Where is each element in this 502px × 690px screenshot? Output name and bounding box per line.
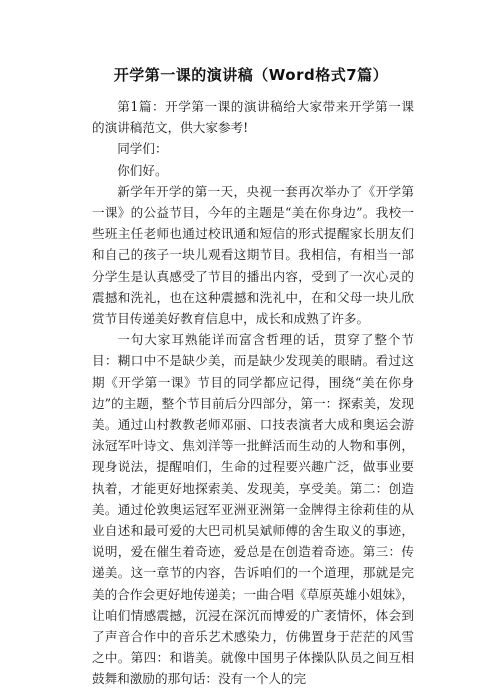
document-title: 开学第一课的演讲稿（Word格式7篇） — [113, 66, 389, 84]
paragraph-salutation: 同学们： — [117, 141, 168, 157]
document-body — [92, 96, 414, 690]
paragraph-body-1: 新学年开学的第一天，央视一套再次举办了《开学第一课》的公益节目，今年的主题是“美在你身边”。我校一些班主任老师也通过校讯通和短信的形式提醒家长朋友们和自己的孩子一块儿观看这期节目。我相信，有相当一部分学生是认真感受了节目的播出内容，受到了一次心灵的震撼和洗礼，也在这种震撼和洗礼中，在和父母一块儿欣赏节目传递美好教育信息中，成长和成熟了许多。 — [92, 183, 414, 327]
paragraph-intro: 第1篇：开学第一课的演讲稿给大家带来开学第一课的演讲稿范文，供大家参考! — [92, 99, 414, 136]
paragraph-greeting: 你们好。 — [117, 162, 168, 178]
paragraph-body-2: 一句大家耳熟能详而富含哲理的话，贯穿了整个节目：糊口中不是缺少美，而是缺少发现美的眼睛。看过这期《开学第一课》节目的同学都应记得，围绕“美在你身边”的主题，整个节目前后分四部分，第一：探索美，发现美。通过山村教教老师邓丽、口技表演者大成和奥运会游泳冠军叶诗文、焦刘洋等一批鲜活而生动的人物和事例，现身说法，提醒咱们，生命的过程要兴趣广泛，做事业要执着，才能更好地探索美、发现美，享受美。第二：创造美。通过伦敦奥运冠军亚洲亚洲第一金牌得主徐莉佳的从业自述和最可爱的大巴司机吴斌师傅的舍生取义的事迹，说明，爱在催生着奇迹，爱总是在创造着奇迹。第三：传递美。这一章节的内容，告诉咱们的一个道理，那就是完美的合作会更好地传递美；一曲合唱《草原英雄小姐妹》，让咱们情感震撼，沉浸在深沉而博爱的广袤情怀，体会到了声音合作中的音乐艺术感染力，仿佛置身于茫茫的风雪之中。第四：和谐美。就像中国男子体操队队员之间互相鼓舞和激励的那句话：没有一个人的完 — [92, 332, 414, 687]
